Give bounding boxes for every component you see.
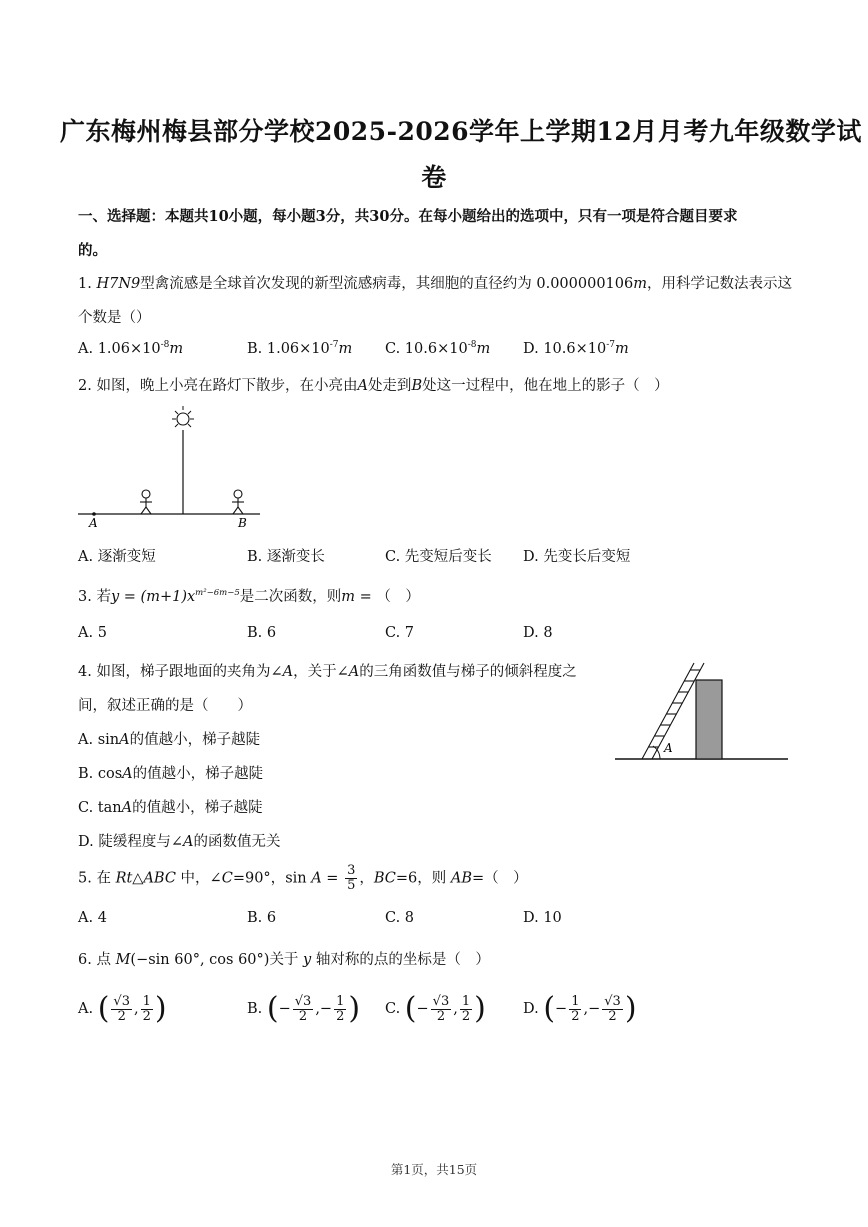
q1-option-d[interactable]: D. $10.6\times 10^{-7}m$ <box>523 340 629 357</box>
page-title: 广东梅州梅县部分学校2025-2026学年上学期12月月考九年级数学试 <box>60 117 862 146</box>
q1-option-c[interactable]: C. $10.6\times 10^{-8}m$ <box>385 340 491 357</box>
wall <box>696 680 722 759</box>
ladder-figure <box>612 660 792 764</box>
question-5-text: 5. 在 Rt△ABC 中，∠C=90°，sin A = $\frac{3}{5}$ ，BC=6，则 AB=（ ） <box>78 863 528 893</box>
q6-option-c[interactable]: C. (− $\frac{√3}{2}$ , $\frac{1}{2}$ ) <box>385 991 486 1026</box>
q3-option-d[interactable]: D. 8 <box>523 625 553 641</box>
q3-option-b[interactable]: B. 6 <box>247 625 277 641</box>
section-heading-continued: 的。 <box>78 242 107 259</box>
q2-option-c[interactable]: C. 先变短后变长 <box>385 549 492 565</box>
question-4-text: 4. 如图，梯子跟地面的夹角为∠A，关于∠A的三角函数值与梯子的倾斜程度之 <box>78 664 577 680</box>
q2-option-d[interactable]: D. 先变长后变短 <box>523 549 631 565</box>
question-2-text: 2. 如图，晚上小亮在路灯下散步，在小亮由A处走到B处这一过程中，他在地上的影子（ ） <box>78 378 669 394</box>
fraction: $\frac{3}{5}$ <box>347 863 356 893</box>
q2-option-b[interactable]: B. 逐渐变长 <box>247 549 325 565</box>
page-footer: 第1页，共15页 <box>390 1162 478 1177</box>
q5-option-c[interactable]: C. 8 <box>385 910 415 926</box>
ladder <box>642 663 704 759</box>
person-left-icon <box>140 490 152 514</box>
q4-option-a[interactable]: A. sinA的值越小，梯子越陡 <box>78 732 261 748</box>
q4-option-b[interactable]: B. cosA的值越小，梯子越陡 <box>78 766 264 782</box>
angle-label: A <box>664 741 673 755</box>
question-1-text-continued: 个数是（） <box>78 310 151 326</box>
section-heading: 一、选择题：本题共10小题，每小题3分，共30分。在每小题给出的选项中，只有一项是符合题目要求 <box>78 208 738 225</box>
q5-option-b[interactable]: B. 6 <box>247 910 277 926</box>
lamp-icon <box>172 406 194 427</box>
streetlight-figure <box>76 400 266 530</box>
q5-option-a[interactable]: A. 4 <box>78 910 107 926</box>
q6-option-d[interactable]: D. (− $\frac{1}{2}$ ,− $\frac{√3}{2}$ ) <box>523 991 637 1026</box>
q3-option-a[interactable]: A. 5 <box>78 625 107 641</box>
q2-option-a[interactable]: A. 逐渐变短 <box>78 549 156 565</box>
question-1-text: 1. H7N9型禽流感是全球首次发现的新型流感病毒，其细胞的直径约为 0.000000106m，用科学记数法表示这 <box>78 276 792 292</box>
q5-option-d[interactable]: D. 10 <box>523 910 562 926</box>
q6-option-a[interactable]: A. ( $\frac{√3}{2}$ , $\frac{1}{2}$ ) <box>78 991 167 1026</box>
q1-option-a[interactable]: A. $1.06\times 10^{-8}m$ <box>78 340 184 357</box>
question-3-text: 3. 若$y = (m+1)x^{m^2-6m-5}$是二次函数，则m = （ ） <box>78 588 420 605</box>
q4-option-c[interactable]: C. tanA的值越小，梯子越陡 <box>78 800 263 816</box>
question-4-text-continued: 间，叙述正确的是（ ） <box>78 698 252 714</box>
q1-option-b[interactable]: B. $1.06\times 10^{-7}m$ <box>247 340 353 357</box>
q4-option-d[interactable]: D. 陡缓程度与∠A的函数值无关 <box>78 834 281 850</box>
angle-arc <box>653 746 660 759</box>
person-right-icon <box>232 490 244 514</box>
question-6-text: 6. 点 M(−sin 60°, cos 60°)关于 y 轴对称的点的坐标是（ ） <box>78 952 490 968</box>
figure-label-a: A <box>89 516 98 530</box>
q6-option-b[interactable]: B. (− $\frac{√3}{2}$ ,− $\frac{1}{2}$ ) <box>247 991 361 1026</box>
page-title-continued: 卷 <box>421 163 447 192</box>
figure-label-b: B <box>238 516 247 530</box>
q3-option-c[interactable]: C. 7 <box>385 625 415 641</box>
